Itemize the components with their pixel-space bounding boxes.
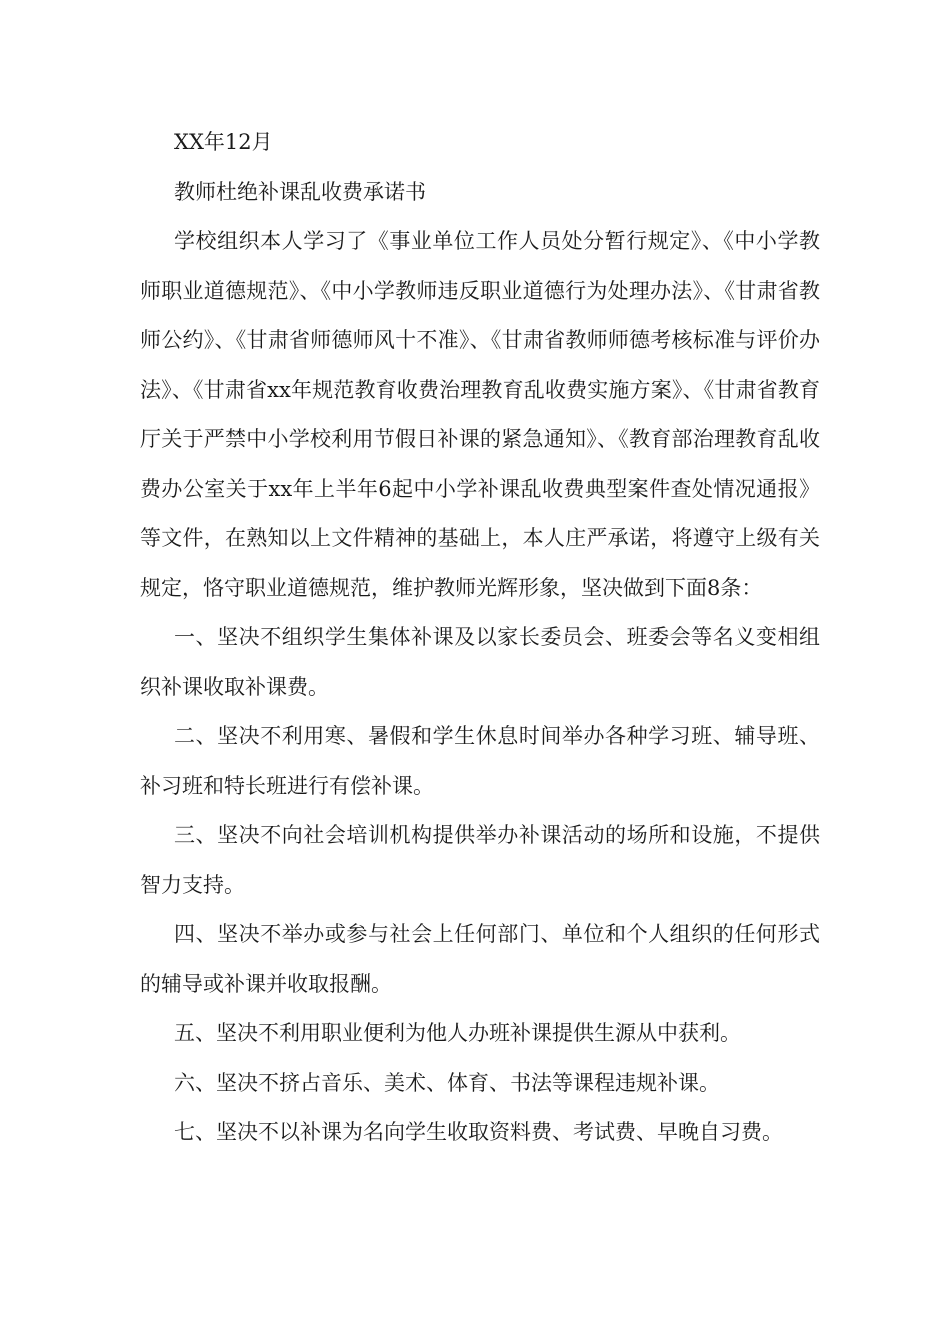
commitment-item-2: 二、坚决不利用寒、暑假和学生休息时间举办各种学习班、辅导班、补习班和特长班进行有偿补课。	[140, 724, 820, 798]
document-title: 教师杜绝补课乱收费承诺书	[174, 179, 426, 204]
intro-paragraph: 学校组织本人学习了《事业单位工作人员处分暂行规定》、《中小学教师职业道德规范》、《中小学教师违反职业道德行为处理办法》、《甘肃省教师公约》、《甘肃省师德师风十不准》、《甘肃省教师师德考核标准与评价办法》、《甘肃省xx年规范教育收费治理教育乱收费实施方案》、《甘肃省教育厅关于严禁中小学校利用节假日补课的紧急通知》、《教育部治理教育乱收费办公室关于xx年上半年6起中小学补课乱收费典型案件查处情况通报》等文件，在熟知以上文件精神的基础上，本人庄严承诺，将遵守上级有关规定，恪守职业道德规范，维护教师光辉形象，坚决做到下面8条：	[140, 229, 820, 600]
commitment-item-3: 三、坚决不向社会培训机构提供举办补课活动的场所和设施，不提供智力支持。	[140, 823, 820, 897]
document-page	[140, 118, 820, 1158]
commitment-item-7: 七、坚决不以补课为名向学生收取资料费、考试费、早晚自习费。	[174, 1120, 783, 1144]
commitment-item-4: 四、坚决不举办或参与社会上任何部门、单位和个人组织的任何形式的辅导或补课并收取报酬。	[140, 922, 820, 996]
commitment-item-5: 五、坚决不利用职业便利为他人办班补课提供生源从中获利。	[174, 1021, 741, 1045]
document-date: XX年12月	[174, 130, 273, 154]
commitment-item-6: 六、坚决不挤占音乐、美术、体育、书法等课程违规补课。	[174, 1070, 720, 1095]
commitment-item-1: 一、坚决不组织学生集体补课及以家长委员会、班委会等名义变相组织补课收取补课费。	[140, 625, 820, 699]
